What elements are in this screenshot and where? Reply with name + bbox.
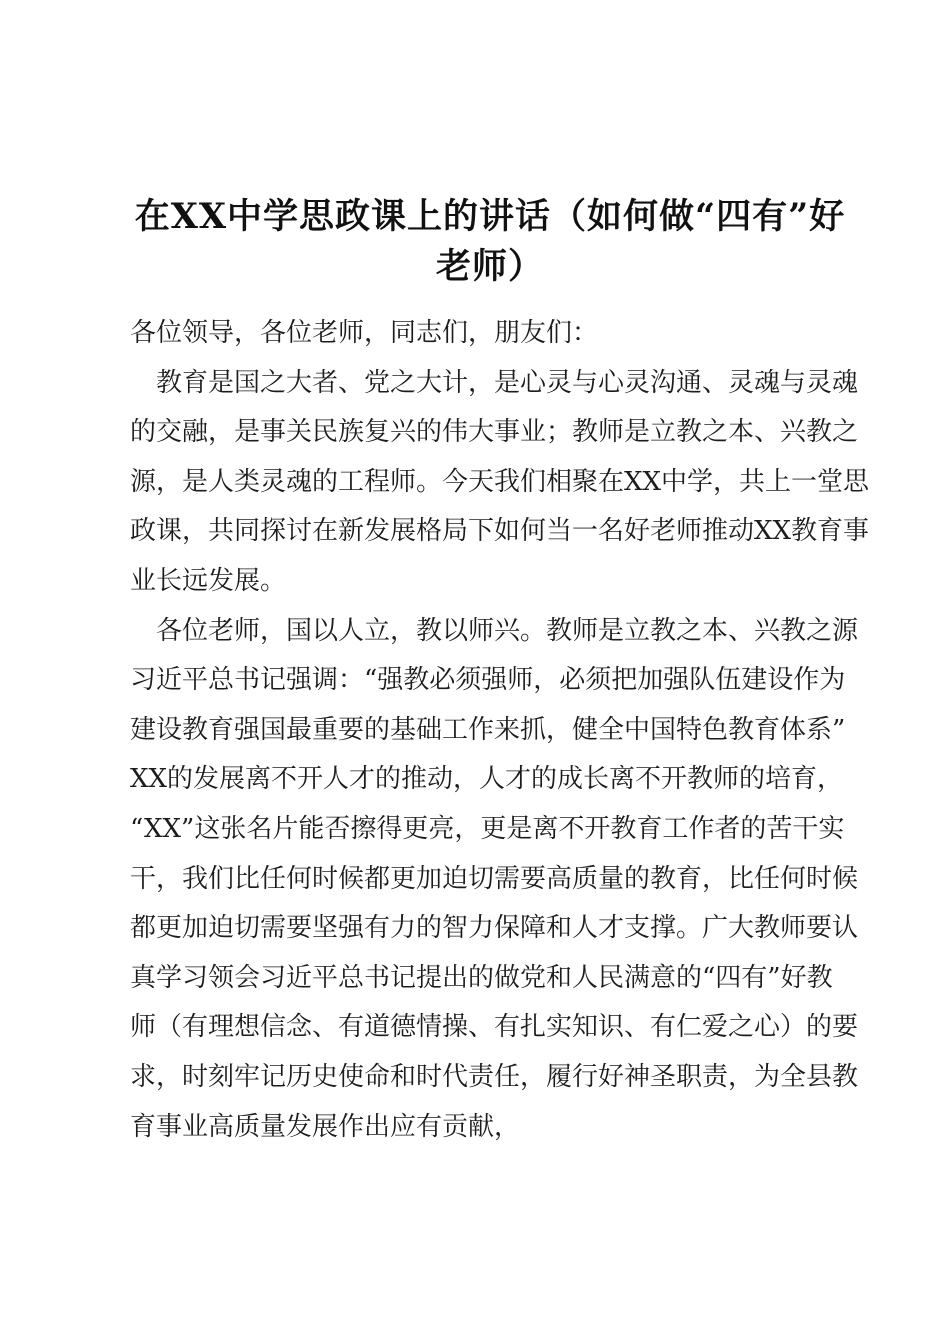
paragraph-2-line: 育事业高质量发展作出应有贡献， xyxy=(130,1111,521,1142)
paragraph-2-line: XX的发展离不开人才的推动，人才的成长离不开教师的培育， xyxy=(130,764,844,795)
paragraph-2-line: 求，时刻牢记历史使命和时代责任，履行好神圣职责，为全县教 xyxy=(130,1061,859,1092)
title-line-2: 老师） xyxy=(435,246,544,287)
paragraph-2-line: 习近平总书记强调：“强教必须强师，必须把加强队伍建设作为 xyxy=(130,665,846,696)
paragraph-2 xyxy=(130,607,858,1153)
paragraph-2-line: 干，我们比任何时候都更加迫切需要高质量的教育，比任何时候 xyxy=(130,863,859,894)
paragraph-1 xyxy=(130,359,870,607)
title-line-1: 在XX中学思政课上的讲话（如何做“四有”好 xyxy=(134,196,846,237)
paragraph-1-line: 业长远发展。 xyxy=(130,565,287,596)
paragraph-1-line: 的交融，是事关民族复兴的伟大事业；教师是立教之本、兴教之 xyxy=(130,417,859,448)
paragraph-1-line: 教育是国之大者、党之大计，是心灵与心灵沟通、灵魂与灵魂 xyxy=(156,367,859,398)
paragraph-1-line: 源，是人类灵魂的工程师。今天我们相聚在XX中学，共上一堂思 xyxy=(130,466,870,497)
salutation: 各位领导，各位老师，同志们，朋友们： xyxy=(130,318,599,348)
document-title xyxy=(120,192,860,292)
document-body xyxy=(130,309,870,1152)
paragraph-2-line: 各位老师，国以人立，教以师兴。教师是立教之本、兴教之源 xyxy=(156,615,859,646)
paragraph-2-line: 师（有理想信念、有道德情操、有扎实知识、有仁爱之心）的要 xyxy=(130,1012,859,1043)
paragraph-2-line: “XX”这张名片能否擦得更亮，更是离不开教育工作者的苦干实 xyxy=(130,813,845,844)
paragraph-1-line: 政课，共同探讨在新发展格局下如何当一名好老师推动XX教育事 xyxy=(130,516,870,547)
paragraph-2-line: 都更加迫切需要坚强有力的智力保障和人才支撑。广大教师要认 xyxy=(130,913,859,944)
paragraph-2-line: 真学习领会习近平总书记提出的做党和人民满意的“四有”好教 xyxy=(130,962,833,993)
paragraph-2-line: 建设教育强国最重要的基础工作来抓，健全中国特色教育体系” xyxy=(130,714,846,745)
